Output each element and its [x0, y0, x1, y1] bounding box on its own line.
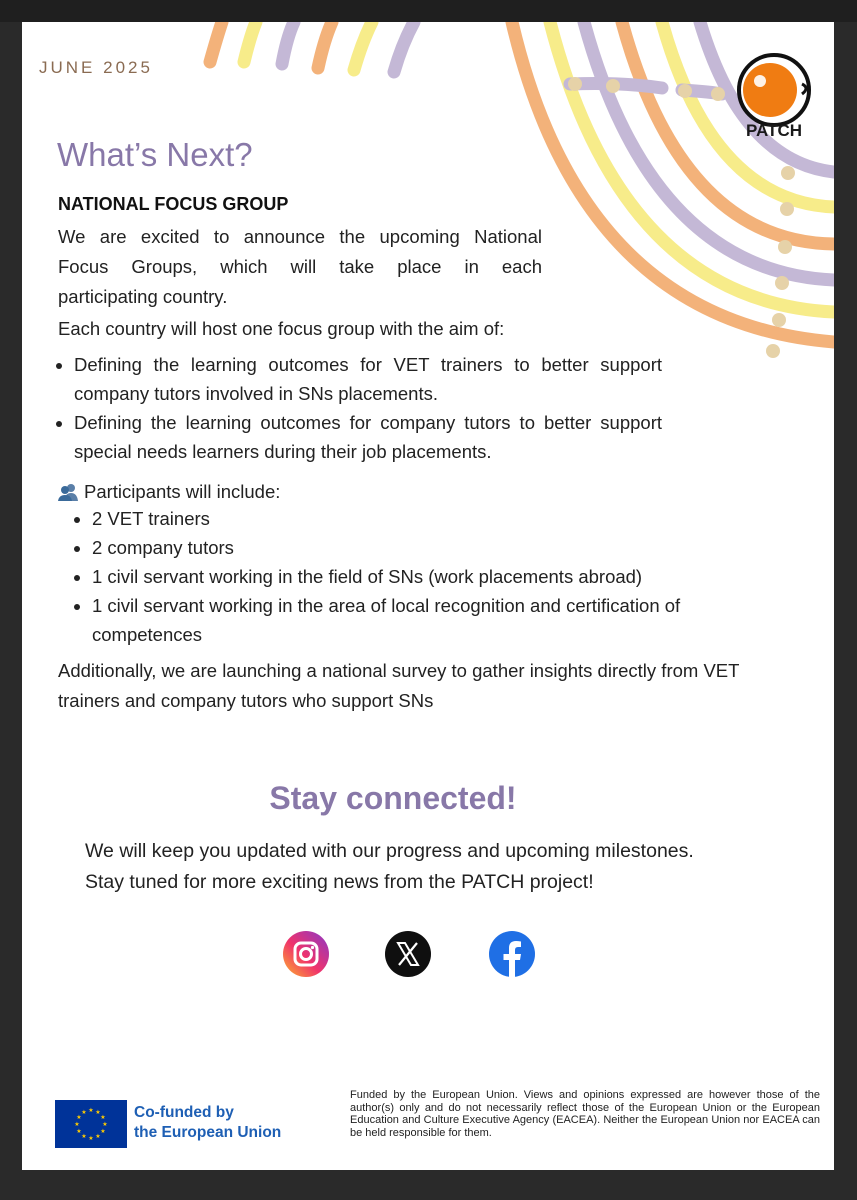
svg-text:★: ★: [95, 1109, 101, 1116]
participants-heading: Participants will include:: [84, 481, 281, 502]
intro-line: Focus Groups, which will take place in each: [58, 256, 542, 277]
list-item: • Defining the learning outcomes for company tutors to better support special needs learners during their job placements.: [74, 408, 662, 466]
participants-list: [70, 504, 782, 649]
eu-flag-icon: [55, 1100, 127, 1148]
intro-paragraph: [58, 222, 542, 312]
cofunded-label: [134, 1103, 281, 1143]
top-border: [0, 0, 857, 22]
stay-connected-title: Stay connected!: [269, 780, 517, 816]
cofunded-line: the European Union: [134, 1124, 282, 1141]
outcomes-list: [52, 350, 662, 466]
list-item: • Defining the learning outcomes for VET trainers to better support company tutors involved in SNs placements.: [74, 350, 662, 408]
cofunded-line: Co-funded by: [134, 1104, 234, 1121]
svg-text:★: ★: [81, 1133, 87, 1140]
svg-text:★: ★: [102, 1121, 108, 1128]
logo-text: PATCH: [745, 121, 803, 140]
x-icon[interactable]: [384, 930, 432, 978]
stay-connected-text: [85, 836, 694, 898]
list-item: • 1 civil servant working in the area of local recognition and certification of competences: [92, 591, 782, 649]
svg-text:★: ★: [81, 1109, 87, 1116]
busts-in-silhouette-icon: [58, 483, 78, 501]
intro-line: participating country.: [58, 286, 228, 307]
svg-text:★: ★: [76, 1128, 82, 1135]
intro-line: We are excited to announce the upcoming National: [58, 226, 542, 247]
svg-text:★: ★: [88, 1107, 94, 1114]
list-item: • 2 company tutors: [92, 533, 782, 562]
page-title: What’s Next?: [57, 136, 253, 173]
svg-text:★: ★: [95, 1133, 101, 1140]
list-item: • 1 civil servant working in the field of SNs (work placements abroad): [92, 562, 782, 591]
svg-text:★: ★: [100, 1128, 106, 1135]
funding-disclaimer: Funded by the European Union. Views and opinions expressed are however those of the author(s) only and do not necessarily reflect those of the European Union or the European Education and Culture Executive Agency (EACEA). Neither the European Union nor EACEA can be held responsible for them.: [350, 1089, 820, 1139]
aim-text: Each country will host one focus group with the aim of:: [58, 318, 505, 339]
stay-line: Stay tuned for more exciting news from the PATCH project!: [85, 871, 594, 893]
facebook-icon[interactable]: [488, 930, 536, 978]
stay-line: We will keep you updated with our progress and upcoming milestones.: [85, 840, 694, 862]
newsletter-page: [22, 22, 834, 1170]
instagram-icon[interactable]: [282, 930, 330, 978]
survey-paragraph: Additionally, we are launching a national survey to gather insights directly from VET trainers and company tutors who support SNs: [58, 660, 740, 711]
svg-text:★: ★: [100, 1114, 106, 1121]
issue-date: JUNE 2025: [39, 58, 153, 77]
svg-text:★: ★: [88, 1135, 94, 1142]
list-item: • 2 VET trainers: [92, 504, 782, 533]
svg-text:★: ★: [76, 1114, 82, 1121]
participants-heading-row: [58, 478, 280, 506]
section-heading: NATIONAL FOCUS GROUP: [58, 194, 289, 214]
svg-text:★: ★: [74, 1121, 80, 1128]
